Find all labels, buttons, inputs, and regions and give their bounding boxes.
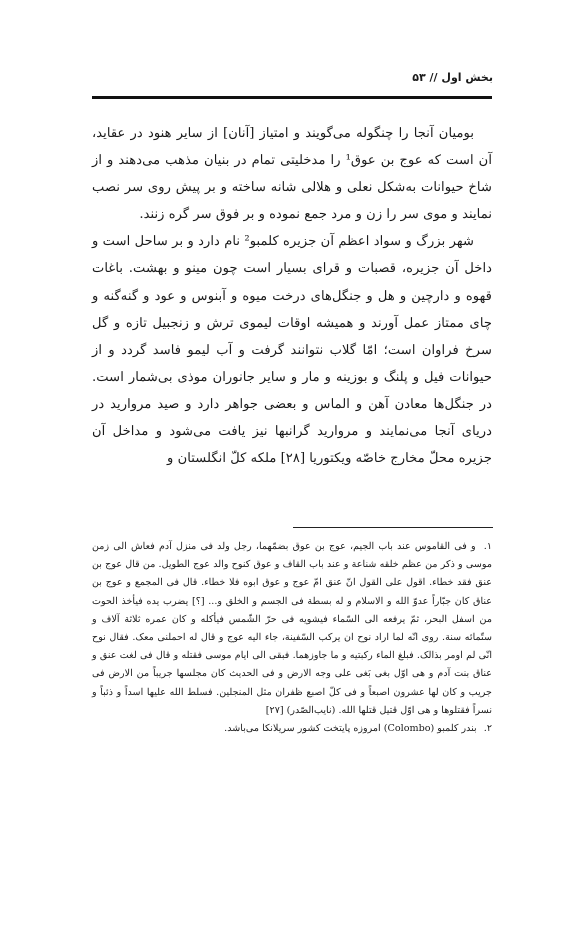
paragraph-2: شهر بزرگ و سواد اعظم آن جزیره کلمبو² نام دارد و بر ساحل است و داخل آن جزیره، قصبات و قرای بسیار است چون مینو و بهشت. باغات قهوه و دارچین و هل و جنگل‌های درخت میوه و آبنوس و عود و گنه‌گنه و چای ممتاز عمل آورند و همیشه اوقات لیموی ترش و زنجبیل تازه و گل سرخ فراوان است؛ امّا گلاب نتوانند گرفت و آب لیمو فاسد گردد و از حیوانات فیل و پلنگ و بوزینه و مار و سایر جانوران موذی بی‌شمار است. در جنگل‌ها معادن آهن و الماس و بعضی جواهر دارد و صید مروارید در دریای آنجا می‌نمایند و مروارید گرانبها نیز یافت می‌شود و مداخل آن جزیره محلّ مخارج خاصّه ویکتوریا [۲۸] ملکه کلّ انگلستان و — [92, 234, 492, 467]
footnotes — [92, 538, 492, 738]
footnote-rule — [293, 527, 493, 528]
footnote-1-text: و فی القاموس عند باب الجیم، عوج بن عوق بضمّهما، رجل ولد فی منزل آدم فعاش الی زمن موسی و ذکر من عظم خلقه شناعة و عند باب القاف و عوق کنوح والد عوج الطویل. من قال عوج بن عنق فقد خطاء. اقول علی القول انّ عنق امّ عوج و عوق ابوه فلا خطاء. قال فی المجمع و عوج بن عناق کان جبّاراً عدوّ الله و الاسلام و له بسطة فی الجسم و الخلق و... [؟] یضرب یده فیأخذ الحوت من اسفل البحر، ثمّ یرفعه الی السّماء فیشویه فی حرّ الشّمس فیأکله و کان عمره ثلاثة آلاف و ستّمائه سنة. روی انّه لما اراد نوح ان یرکب السّفینة، جاء الیه عوج و قال له احملنی معک. فقال نوح انّی لم اومر بذالک. فبلغ الماء رکبتیه و ما جاوزهما. فبقی الی ایام موسی فقتله و قال فی لغت عنق و عناق بنت آدم و هی اوّل بغی بَغی علی وجه الارض و فی الحدیث کان مجلسها جریباً من الارض فی جریب و کان لها عشرون اصبعاً و فی کلّ اصبع ظفران مثل المنجلین. فسلط الله علیها اسداً و ذئباً و نسراً فقتلوها و هی اوّل قتیل قتلها الله. (نایب‌الصّدر) [۲۷] — [92, 541, 492, 716]
paragraph-1: بومیان آنجا را چنگوله می‌گویند و امتیاز [آنان] از سایر هنود در عقاید، آن است که عوج بن عوق¹ را مدخلیتی تمام در بنیان مذهب می‌دهند و از شاخ حیوانات به‌شکل نعلی و هلالی شانه ساخته و بر پیش روی سر نصب نمایند و موی سر را زن و مرد جمع نموده و بر فوق سر گره زنند. — [92, 126, 493, 223]
main-text — [92, 120, 492, 472]
footnote-1 — [92, 538, 492, 720]
header-rule — [92, 96, 492, 99]
footnote-1-number: ۱. — [483, 541, 492, 552]
footnote-2-text: بندر کلمبو (Colombo) امروزه پایتخت کشور سریلانکا می‌باشد. — [224, 723, 477, 735]
running-head — [92, 68, 493, 88]
footnote-2 — [92, 720, 492, 738]
footnote-2-number: ۲. — [483, 723, 492, 735]
running-head-text: بخش اول // ۵۳ — [412, 71, 493, 84]
